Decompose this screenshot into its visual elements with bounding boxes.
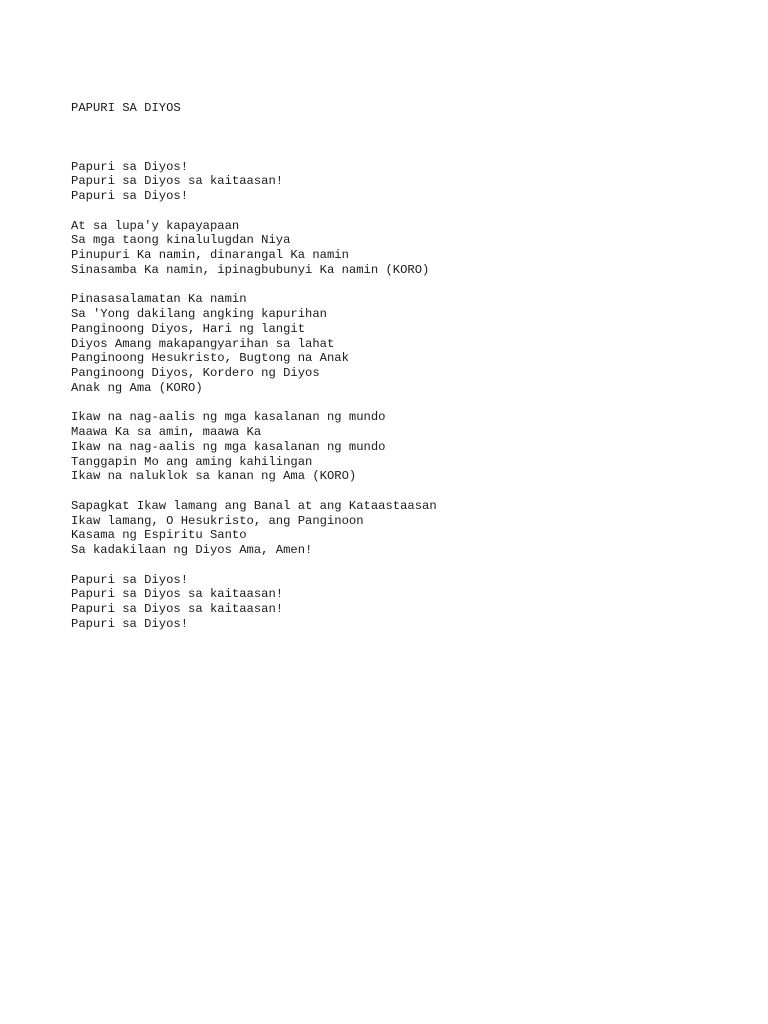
lyric-line: Papuri sa Diyos sa kaitaasan! — [71, 587, 284, 602]
lyric-line: Pinasasalamatan Ka namin — [71, 292, 247, 307]
lyric-line: Papuri sa Diyos! — [71, 189, 189, 203]
document-title: PAPURI SA DIYOS — [71, 100, 181, 115]
lyric-line: Ikaw na nag-aalis ng mga kasalanan ng mundo — [71, 410, 386, 425]
lyric-line: Sa kadakilaan ng Diyos Ama, Amen! — [71, 543, 313, 557]
lyric-line: Papuri sa Diyos sa kaitaasan! — [71, 602, 284, 616]
lyric-line: Sa mga taong kinalulugdan Niya — [71, 233, 291, 248]
stanza — [71, 292, 437, 395]
lyric-line: Panginoong Diyos, Kordero ng Diyos — [71, 366, 320, 380]
lyric-line: Anak ng Ama (KORO) — [71, 380, 203, 395]
lyric-line: Maawa Ka sa amin, maawa Ka — [71, 425, 262, 439]
stanza — [71, 160, 437, 204]
lyric-line: Panginoong Diyos, Hari ng langit — [71, 321, 306, 336]
lyric-line: Panginoong Hesukristo, Bugtong na Anak — [71, 351, 349, 366]
lyric-line: Ikaw na naluklok sa kanan ng Ama (KORO) — [71, 469, 357, 484]
lyric-line: Diyos Amang makapangyarihan sa lahat — [71, 336, 335, 351]
lyric-line: Kasama ng Espiritu Santo — [71, 528, 247, 543]
stanza — [71, 573, 437, 632]
lyric-line: Sinasamba Ka namin, ipinagbubunyi Ka namin (KORO) — [71, 262, 430, 277]
stanza-list — [71, 160, 437, 632]
stanza — [71, 499, 437, 558]
lyric-line: Ikaw lamang, O Hesukristo, ang Panginoon — [71, 513, 364, 528]
lyric-line: Papuri sa Diyos! — [71, 616, 189, 631]
lyric-line: Papuri sa Diyos sa kaitaasan! — [71, 174, 284, 189]
lyric-line: At sa lupa'y kapayapaan — [71, 218, 240, 233]
lyric-line: Ikaw na nag-aalis ng mga kasalanan ng mundo — [71, 439, 386, 454]
lyrics-text — [71, 71, 437, 661]
lyric-line: Papuri sa Diyos! — [71, 572, 189, 587]
lyric-line: Sapagkat Ikaw lamang ang Banal at ang Kataastaasan — [71, 498, 437, 513]
lyric-line: Sa 'Yong dakilang angking kapurihan — [71, 307, 327, 321]
lyric-line: Tanggapin Mo ang aming kahilingan — [71, 454, 313, 469]
lyric-line: Papuri sa Diyos! — [71, 159, 189, 174]
stanza — [71, 219, 437, 278]
stanza — [71, 410, 437, 484]
lyric-line: Pinupuri Ka namin, dinarangal Ka namin — [71, 248, 349, 262]
